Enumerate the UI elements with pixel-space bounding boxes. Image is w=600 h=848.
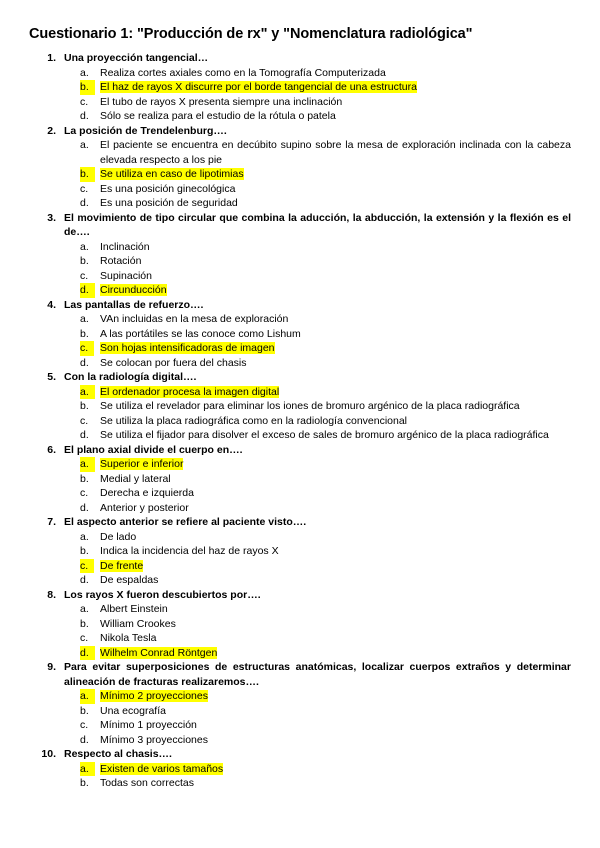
answer-option-highlighted (0, 762, 600, 777)
option-letter: a. (80, 457, 95, 472)
question-text: La posición de Trendelenburg…. (64, 124, 227, 137)
question-text-row (0, 298, 600, 313)
answer-option (0, 269, 600, 284)
option-letter: b. (80, 777, 89, 789)
option-text: Sólo se realiza para el estudio de la rótula o patela (100, 110, 336, 122)
answer-option (0, 573, 600, 588)
document-title: Cuestionario 1: "Producción de rx" y "Nomenclatura radiológica" (29, 26, 473, 42)
answer-option (0, 631, 600, 646)
option-letter: c. (80, 95, 89, 108)
option-text: A las portátiles se las conoce como Lishum (100, 327, 301, 340)
option-letter: b. (80, 80, 95, 95)
answer-option (0, 312, 600, 327)
option-letter: b. (80, 255, 89, 267)
question-text: El aspecto anterior se refiere al paciente visto…. (64, 516, 307, 528)
answer-option (0, 356, 600, 371)
option-text: Son hojas intensificadoras de imagen (100, 342, 275, 354)
answer-option (0, 733, 600, 748)
option-text: El paciente se encuentra en decúbito supino sobre la mesa de exploración inclinada con la cabeza elevada respecto a los pie (100, 139, 571, 166)
option-letter: d. (80, 429, 89, 441)
option-text: De lado (100, 530, 137, 543)
answer-option (0, 240, 600, 255)
option-letter: b. (80, 167, 95, 182)
option-text: Existen de varios tamaños (100, 762, 224, 775)
option-text: Mínimo 1 proyección (100, 719, 197, 731)
option-text: Una ecografía (100, 704, 166, 717)
answer-option (0, 327, 600, 342)
question-text: Respecto al chasis…. (64, 748, 172, 760)
option-letter: c. (80, 632, 89, 644)
option-letter: b. (80, 472, 89, 485)
answer-option (0, 501, 600, 516)
question-text-row (0, 443, 600, 458)
answer-option (0, 544, 600, 559)
question-text-row (0, 370, 600, 385)
answer-option (0, 718, 600, 733)
question-text-row (0, 747, 600, 762)
answer-option (0, 472, 600, 487)
option-letter: c. (80, 719, 89, 731)
question-number: 4. (47, 298, 56, 311)
question-number: 9. (47, 661, 56, 673)
question-number: 1. (47, 52, 56, 64)
answer-option (0, 704, 600, 719)
answer-option-highlighted (0, 283, 600, 298)
option-text: Se utiliza el fijador para disolver el exceso de sales de bromuro argénico de la placa radiográfica (100, 429, 549, 441)
answer-option (0, 196, 600, 211)
option-letter: d. (80, 733, 89, 746)
option-text: El haz de rayos X discurre por el borde tangencial de una estructura (100, 81, 417, 93)
option-letter: a. (80, 530, 89, 543)
option-text: Indica la incidencia del haz de rayos X (100, 545, 279, 557)
question-number: 7. (47, 516, 56, 528)
option-letter: d. (80, 501, 89, 514)
option-letter: d. (80, 574, 89, 586)
question-text-row (0, 515, 600, 530)
option-text: De frente (100, 559, 144, 572)
option-text: Se colocan por fuera del chasis (100, 356, 247, 369)
option-letter: d. (80, 283, 95, 298)
option-letter: d. (80, 356, 89, 369)
option-text: Supinación (100, 269, 152, 282)
question-item (0, 124, 600, 211)
option-text: William Crookes (100, 617, 176, 630)
answer-option (0, 66, 600, 81)
answer-option-highlighted (0, 341, 600, 356)
question-text: Los rayos X fueron descubiertos por…. (64, 588, 261, 601)
question-item (0, 443, 600, 516)
option-letter: a. (80, 66, 89, 79)
question-item (0, 515, 600, 588)
answer-option-highlighted (0, 385, 600, 400)
answer-option-highlighted (0, 689, 600, 704)
option-letter: d. (80, 110, 89, 122)
question-item (0, 747, 600, 791)
option-text: Se utiliza en caso de lipotimias (100, 168, 244, 180)
option-text: VAn incluidas en la mesa de exploración (100, 313, 289, 325)
option-letter: d. (80, 197, 89, 209)
option-letter: a. (80, 240, 89, 253)
answer-option-highlighted (0, 167, 600, 182)
option-letter: c. (80, 269, 89, 282)
answer-option (0, 428, 600, 443)
option-text: Mínimo 2 proyecciones (100, 690, 208, 702)
question-item (0, 370, 600, 443)
option-text: Inclinación (100, 240, 150, 253)
option-text: Superior e inferior (100, 458, 184, 470)
option-text: Anterior y posterior (100, 501, 189, 514)
option-text: Nikola Tesla (100, 632, 157, 644)
question-item (0, 298, 600, 371)
answer-option (0, 109, 600, 124)
option-text: Rotación (100, 255, 142, 267)
question-text-row (0, 51, 600, 66)
option-text: Es una posición ginecológica (100, 182, 236, 195)
option-letter: a. (80, 139, 89, 151)
question-text: Las pantallas de refuerzo…. (64, 298, 204, 311)
option-text: Todas son correctas (100, 777, 194, 789)
question-number: 6. (47, 443, 56, 456)
option-text: Medial y lateral (100, 472, 171, 485)
answer-option (0, 617, 600, 632)
question-item (0, 51, 600, 124)
question-item (0, 588, 600, 661)
question-item (0, 211, 600, 298)
answer-option-highlighted (0, 457, 600, 472)
answer-option-highlighted (0, 80, 600, 95)
question-number: 8. (47, 588, 56, 601)
option-text: Es una posición de seguridad (100, 197, 238, 209)
question-number: 5. (47, 371, 56, 383)
option-text: De espaldas (100, 574, 159, 586)
option-text: Albert Einstein (100, 603, 168, 615)
answer-option-highlighted (0, 646, 600, 661)
option-letter: b. (80, 400, 89, 412)
option-letter: b. (80, 704, 89, 717)
option-text: Circunducción (100, 284, 167, 296)
question-list (0, 51, 600, 791)
question-text: El plano axial divide el cuerpo en…. (64, 443, 243, 456)
answer-option (0, 530, 600, 545)
option-letter: a. (80, 313, 89, 325)
option-letter: d. (80, 646, 95, 661)
answer-option (0, 399, 600, 414)
answer-option (0, 95, 600, 110)
answer-option (0, 414, 600, 429)
option-text: Se utiliza el revelador para eliminar los iones de bromuro argénico de la placa radiográfica (100, 400, 520, 412)
question-text-row (0, 588, 600, 603)
option-letter: a. (80, 689, 95, 704)
question-text: Una proyección tangencial… (64, 52, 209, 64)
option-letter: c. (80, 341, 94, 356)
question-text-row (0, 211, 600, 240)
question-text-row (0, 124, 600, 139)
option-letter: b. (80, 327, 89, 340)
question-item (0, 660, 600, 747)
option-letter: a. (80, 603, 89, 615)
option-letter: c. (80, 414, 89, 427)
option-letter: a. (80, 762, 95, 777)
question-number: 2. (47, 124, 56, 137)
question-text: Para evitar superposiciones de estructuras anatómicas, localizar cuerpos extraños y determinar alineación de fracturas realizaremos…. (64, 661, 571, 688)
question-text: El movimiento de tipo circular que combina la aducción, la abducción, la extensión y la flexión es el de…. (64, 211, 571, 238)
question-number: 10. (41, 748, 56, 760)
option-text: Se utiliza la placa radiográfica como en la radiología convencional (100, 414, 408, 427)
option-letter: c. (80, 487, 89, 499)
option-text: El ordenador procesa la imagen digital (100, 385, 280, 398)
option-text: El tubo de rayos X presenta siempre una inclinación (100, 95, 343, 108)
option-text: Mínimo 3 proyecciones (100, 733, 208, 746)
option-letter: b. (80, 617, 89, 630)
question-text-row (0, 660, 600, 689)
answer-option (0, 486, 600, 501)
option-text: Realiza cortes axiales como en la Tomografía Computerizada (100, 66, 386, 79)
option-text: Derecha e izquierda (100, 487, 194, 499)
answer-option-highlighted (0, 559, 600, 574)
question-number: 3. (47, 211, 56, 224)
answer-option (0, 254, 600, 269)
option-text: Wilhelm Conrad Röntgen (100, 646, 218, 659)
answer-option (0, 138, 600, 167)
option-letter: c. (80, 182, 89, 195)
option-letter: b. (80, 545, 89, 557)
question-text: Con la radiología digital…. (64, 371, 197, 383)
answer-option (0, 182, 600, 197)
answer-option (0, 776, 600, 791)
option-letter: a. (80, 385, 95, 400)
option-letter: c. (80, 559, 94, 574)
answer-option (0, 602, 600, 617)
